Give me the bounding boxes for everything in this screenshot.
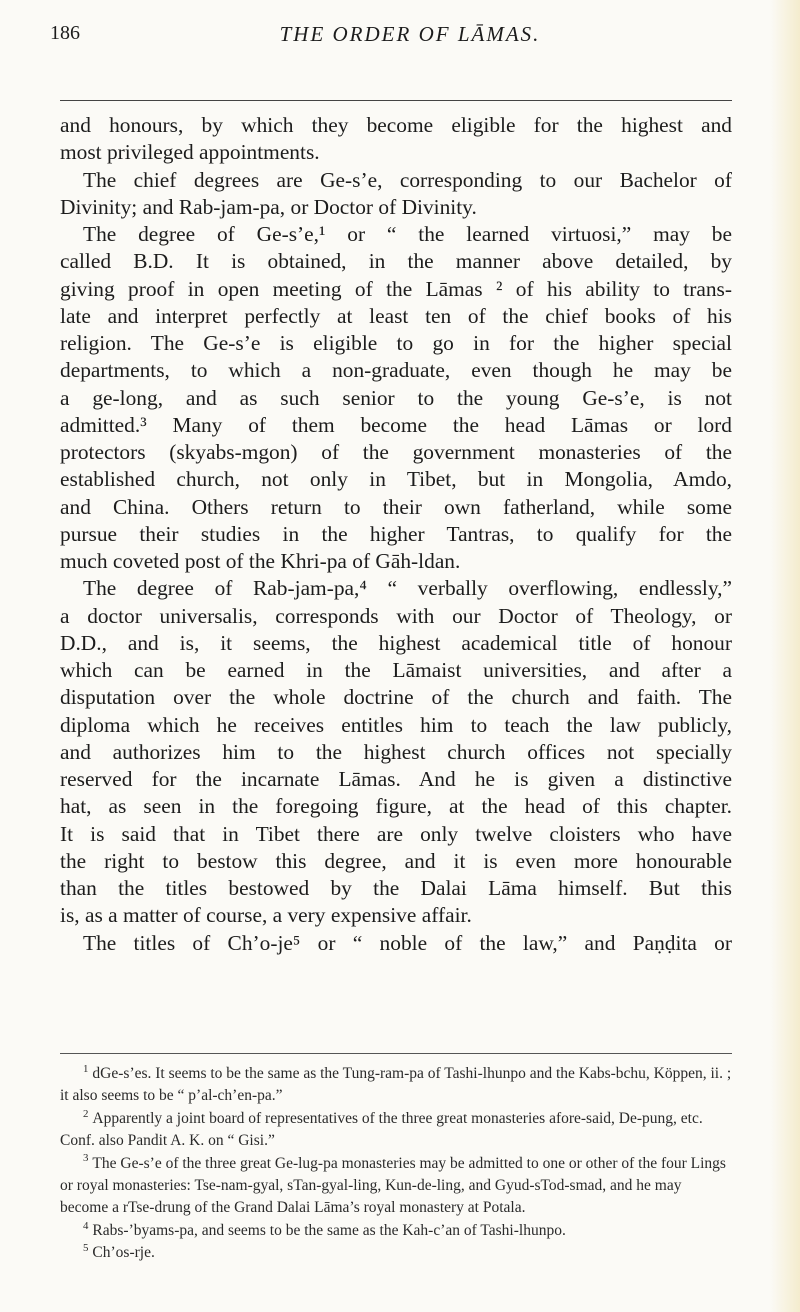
body-line: established church, not only in Tibet, but in Mongolia, Amdo,	[60, 467, 732, 492]
footnotes	[60, 1063, 732, 1265]
footnote-text: Rabs-’byams-pa, and seems to be the same as the Kah-c’an of Tashi-lhunpo.	[92, 1221, 566, 1239]
body-line: religion. The Ge-s’e is eligible to go in for the higher special	[60, 331, 732, 355]
footnote	[60, 1242, 732, 1264]
body-line: The chief degrees are Ge-s’e, corresponding to our Bachelor of	[83, 167, 732, 192]
body-line: and honours, by which they become eligible for the highest and	[60, 113, 732, 137]
body-line: and authorizes him to the highest church offices not specially	[60, 739, 732, 764]
body-text	[60, 112, 732, 957]
body-line: Divinity; and Rab-jam-pa, or Doctor of Divinity.	[60, 194, 477, 219]
body-line: D.D., and is, it seems, the highest academical title of honour	[60, 630, 732, 655]
header-rule	[60, 100, 732, 101]
body-line: and China. Others return to their own fatherland, while some	[60, 494, 732, 519]
body-line: most privileged appointments.	[60, 140, 320, 165]
body-line: reserved for the incarnate Lāmas. And he is given a distinctive	[60, 767, 732, 791]
body-line: late and interpret perfectly at least ten of the chief books of his	[60, 303, 732, 328]
body-line: much coveted post of the Khri-pa of Gāh-ldan.	[60, 549, 461, 573]
body-line: a ge-long, and as such senior to the young Ge-s’e, is not	[60, 385, 732, 410]
footnote	[60, 1153, 732, 1220]
body-line: pursue their studies in the higher Tantras, to qualify for the	[60, 521, 732, 546]
body-line: giving proof in open meeting of the Lāmas ² of his ability to trans-	[60, 276, 732, 301]
body-line: The degree of Rab-jam-pa,⁴ “ verbally overflowing, endlessly,”	[83, 576, 732, 601]
body-line: diploma which he receives entitles him to teach the law publicly,	[60, 712, 732, 737]
body-line: hat, as seen in the foregoing figure, at the head of this chapter.	[60, 794, 732, 819]
page-edge-stain	[770, 0, 800, 1312]
footnote	[60, 1108, 732, 1153]
body-line: is, as a matter of course, a very expensive affair.	[60, 903, 472, 928]
body-line: The titles of Ch’o-je⁵ or “ noble of the law,” and Paṇḍita or	[83, 930, 732, 955]
footnote-number: 3	[83, 1152, 89, 1165]
body-line: the right to bestow this degree, and it is even more honourable	[60, 848, 732, 873]
page-header	[50, 22, 770, 52]
footnote-text: dGe-s’es. It seems to be the same as the Tung-ram-pa of Tashi-lhunpo and the Kabs-bchu, Köppen, ii. ; it also seems to be “ p’al-ch’en-pa.”	[60, 1065, 732, 1105]
body-line: which can be earned in the Lāmaist universities, and after a	[60, 658, 732, 682]
footnote-text: Ch’os-rje.	[92, 1244, 155, 1262]
body-line: The degree of Ge-s’e,¹ or “ the learned virtuosi,” may be	[83, 222, 732, 246]
body-line: departments, to which a non-graduate, even though he may be	[60, 358, 732, 383]
footnote-number: 5	[83, 1242, 89, 1255]
body-line: than the titles bestowed by the Dalai Lāma himself. But this	[60, 876, 732, 900]
footnote-text: The Ge-s’e of the three great Ge-lug-pa monasteries may be admitted to one or other of the four Lings or royal monasteries: Tse-nam-gyal, sTan-gyal-ling, Kun-de-ling, and Gyud-sTod-smad, and he may become a rTse-drung of the Grand Dalai Lāma’s royal monastery at Potala.	[60, 1154, 726, 1217]
footnote-number: 4	[83, 1219, 89, 1232]
body-line: a doctor universalis, corresponds with our Doctor of Theology, or	[60, 603, 732, 628]
running-title: THE ORDER OF LĀMAS.	[279, 22, 541, 46]
body-line: disputation over the whole doctrine of the church and faith. The	[60, 685, 732, 710]
footnote-number: 2	[83, 1107, 89, 1120]
body-line: called B.D. It is obtained, in the manner above detailed, by	[60, 249, 732, 274]
footnote-rule	[60, 1053, 732, 1054]
page-number: 186	[50, 22, 80, 44]
body-line: protectors (skyabs-mgon) of the government monasteries of the	[60, 440, 732, 464]
footnote-number: 1	[83, 1062, 89, 1075]
footnote	[60, 1063, 732, 1108]
body-line: It is said that in Tibet there are only twelve cloisters who have	[60, 821, 732, 846]
body-line: admitted.³ Many of them become the head Lāmas or lord	[60, 412, 732, 437]
footnote	[60, 1220, 732, 1242]
footnote-text: Apparently a joint board of representatives of the three great monasteries afore-said, De-pung, etc. Conf. also Pandit A. K. on “ Gisi.”	[60, 1109, 703, 1150]
